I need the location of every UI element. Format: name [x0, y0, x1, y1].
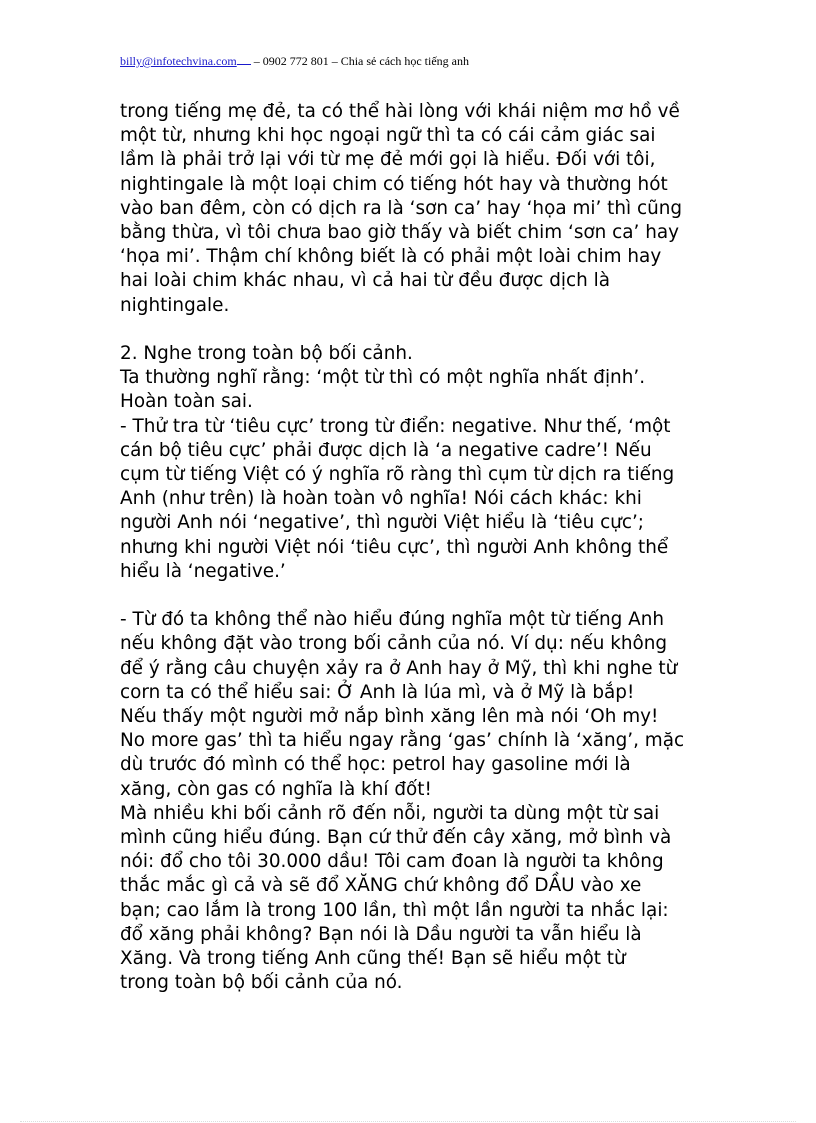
text-line: No more gas’ thì ta hiểu ngay rằng ‘gas’ chính là ‘xăng’, mặc — [120, 730, 685, 752]
link-underline-gap — [237, 54, 251, 65]
text-line: Hoàn toàn sai. — [120, 391, 253, 413]
paragraph-spacer — [120, 318, 720, 342]
paragraph-spacer — [120, 584, 720, 608]
text-line: nightingale là một loại chim có tiếng hót hay và thường hót — [120, 173, 668, 195]
text-line: Mà nhiều khi bối cảnh rõ đến nỗi, người ta dùng một từ sai — [120, 802, 660, 824]
text-line: nếu không đặt vào trong bối cảnh của nó. Ví dụ: nếu không — [120, 633, 668, 655]
page-bottom-rule — [20, 1121, 796, 1122]
text-line: hiểu là ‘negative.’ — [120, 560, 286, 582]
paragraph — [120, 342, 720, 584]
text-line: xăng, còn gas có nghĩa là khí đốt! — [120, 778, 432, 800]
text-line: dù trước đó mình có thể học: petrol hay gasoline mới là — [120, 754, 631, 776]
text-line: một từ, nhưng khi học ngoại ngữ thì ta có cái cảm giác sai — [120, 125, 656, 147]
text-line: Anh (như trên) là hoàn toàn vô nghĩa! Nói cách khác: khi — [120, 488, 642, 510]
email-link[interactable]: billy@infotechvina.com — [120, 54, 237, 68]
page-header — [120, 54, 469, 69]
text-line: nói: đổ cho tôi 30.000 dầu! Tôi cam đoan là người ta không — [120, 851, 664, 873]
text-line: mình cũng hiểu đúng. Bạn cứ thử đến cây xăng, mở bình và — [120, 827, 672, 849]
text-line: cán bộ tiêu cực’ phải được dịch là ‘a negative cadre’! Nếu — [120, 439, 652, 461]
text-line: nhưng khi người Việt nói ‘tiêu cực’, thì người Anh không thể — [120, 536, 669, 558]
text-line: bạn; cao lắm là trong 100 lần, thì một lần người ta nhắc lại: — [120, 899, 669, 921]
text-line: 2. Nghe trong toàn bộ bối cảnh. — [120, 343, 413, 365]
paragraph — [120, 608, 720, 995]
text-line: nightingale. — [120, 294, 230, 316]
text-line: người Anh nói ‘negative’, thì người Việt hiểu là ‘tiêu cực’; — [120, 512, 644, 534]
text-line: Nếu thấy một người mở nắp bình xăng lên mà nói ‘Oh my! — [120, 706, 659, 728]
text-line: trong toàn bộ bối cảnh của nó. — [120, 972, 403, 994]
text-line: Ta thường nghĩ rằng: ‘một từ thì có một nghĩa nhất định’. — [120, 367, 646, 389]
text-line: hai loài chim khác nhau, vì cả hai từ đều được dịch là — [120, 270, 611, 292]
text-line: trong tiếng mẹ đẻ, ta có thể hài lòng với khái niệm mơ hồ về — [120, 101, 680, 122]
text-line: - Từ đó ta không thể nào hiểu đúng nghĩa một từ tiếng Anh — [120, 609, 665, 631]
text-line: đổ xăng phải không? Bạn nói là Dầu người ta vẫn hiểu là — [120, 923, 642, 945]
paragraph — [120, 100, 720, 318]
text-line: lầm là phải trở lại với từ mẹ đẻ mới gọi là hiểu. Đối với tôi, — [120, 149, 656, 171]
text-line: corn ta có thể hiểu sai: Ở Anh là lúa mì, và ở Mỹ là bắp! — [120, 681, 635, 703]
text-line: để ý rằng câu chuyện xảy ra ở Anh hay ở Mỹ, thì khi nghe từ — [120, 657, 678, 679]
text-line: - Thử tra từ ‘tiêu cực’ trong từ điển: negative. Như thế, ‘một — [120, 415, 671, 437]
text-line: thắc mắc gì cả và sẽ đổ XĂNG chứ không đổ DẦU vào xe — [120, 875, 642, 897]
text-line: vào ban đêm, còn có dịch ra là ‘sơn ca’ hay ‘họa mi’ thì cũng — [120, 197, 683, 219]
text-line: cụm từ tiếng Việt có ý nghĩa rõ ràng thì cụm từ dịch ra tiếng — [120, 464, 675, 486]
header-contact-text: – 0902 772 801 – Chia sẻ cách học tiếng anh — [250, 54, 469, 68]
text-line: bằng thừa, vì tôi chưa bao giờ thấy và biết chim ‘sơn ca’ hay — [120, 222, 680, 244]
text-line: ‘họa mi’. Thậm chí không biết là có phải một loài chim hay — [120, 246, 662, 268]
text-line: Xăng. Và trong tiếng Anh cũng thế! Bạn sẽ hiểu một từ — [120, 948, 626, 970]
document-body — [120, 100, 720, 995]
